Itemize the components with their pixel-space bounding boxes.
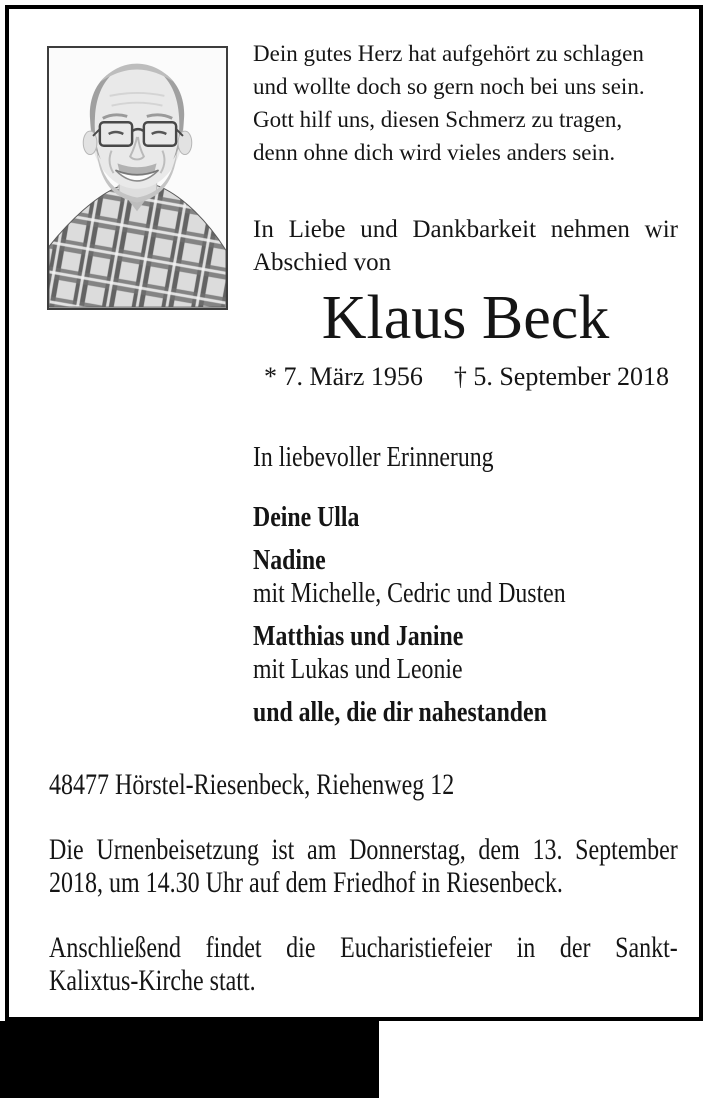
farewell-statement [253, 213, 678, 279]
obituary-frame [5, 5, 703, 1021]
mourner-name: Matthias und Janine [253, 621, 464, 652]
verse-line: Gott hilf uns, diesen Schmerz zu tragen, [253, 107, 623, 132]
mourners-list [253, 501, 678, 729]
portrait-photo [47, 46, 228, 310]
farewell-line-1: In Liebe und Dankbarkeit nehmen wir [253, 216, 678, 243]
mourner-name: Deine Ulla [253, 502, 360, 533]
verse-line: und wollte doch so gern noch bei uns sein. [253, 74, 645, 99]
burial-line-2: 2018, um 14.30 Uhr auf dem Friedhof in Riesenbeck. [49, 866, 563, 899]
redaction-box [0, 1021, 379, 1098]
verse-line: denn ohne dich wird vieles anders sein. [253, 140, 616, 165]
burial-announcement [49, 833, 678, 899]
mourner-group [253, 501, 678, 534]
deceased-name: Klaus Beck [321, 284, 610, 352]
service-announcement [49, 931, 678, 997]
mourner-children: mit Lukas und Leonie [253, 654, 463, 685]
service-line-1: Anschließend findet die Eucharistiefeier in der Sankt- [49, 931, 678, 964]
mourner-group [253, 696, 678, 729]
funeral-information [49, 768, 678, 997]
service-line-2: Kalixtus-Kirche statt. [49, 964, 256, 997]
mourner-group [253, 620, 678, 686]
life-dates [253, 360, 678, 393]
mourner-children: mit Michelle, Cedric und Dusten [253, 578, 566, 609]
notice-text-column [253, 37, 678, 729]
birth-date: * 7. März 1956 [264, 362, 423, 391]
mourner-group [253, 544, 678, 610]
death-date: † 5. September 2018 [453, 362, 669, 391]
verse-line: Dein gutes Herz hat aufgehört zu schlagen [253, 41, 644, 66]
burial-line-1: Die Urnenbeisetzung ist am Donnerstag, dem 13. September [49, 833, 678, 866]
remembrance-line: In liebevoller Erinnerung [253, 442, 494, 473]
memorial-verse [253, 37, 678, 169]
mourner-name: und alle, die dir nahestanden [253, 697, 547, 728]
farewell-line-2: Abschied von [253, 249, 392, 276]
portrait-illustration [49, 48, 226, 308]
mourner-name: Nadine [253, 545, 326, 576]
home-address: 48477 Hörstel-Riesenbeck, Riehenweg 12 [49, 768, 455, 801]
